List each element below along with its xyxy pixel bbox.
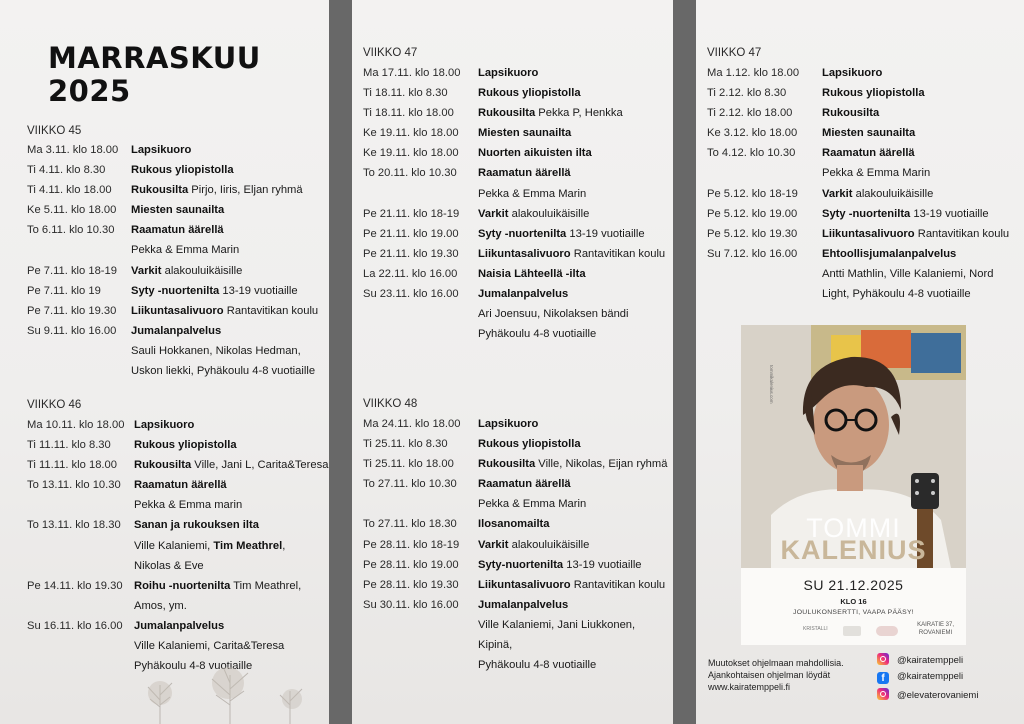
social-instagram-elevate[interactable] [877,688,978,702]
schedule-list [27,140,327,381]
event-title: Lapsikuoro [478,418,539,430]
schedule-row [363,615,673,635]
schedule-row [27,240,327,260]
event-datetime: Pe 28.11. klo 18-19 [363,538,460,551]
event-title: Rukousilta [478,458,536,471]
event-details: Antti Mathlin, Ville Kalaniemi, Nord [822,267,994,280]
schedule-row [27,321,327,341]
event-description [134,455,328,475]
event-details: alakouluikäisille [161,264,243,277]
event-datetime: Pe 7.11. klo 19.30 [27,304,117,317]
event-title: Miesten saunailta [131,204,225,217]
event-title: Jumalanpalvelus [134,619,225,632]
event-title: Rukous yliopistolla [131,164,234,177]
event-details: Rantavitikan koulu [570,247,666,260]
event-datetime: Su 7.12. klo 16.00 [707,247,798,260]
footer-website-link[interactable]: www.kairatemppeli.fi [708,682,791,692]
event-description [822,224,1009,244]
footer-notice [708,657,844,693]
event-datetime: Pe 21.11. klo 19.00 [363,227,459,240]
event-details: Pekka & Emma Marin [478,187,587,200]
event-details: Pyhäkoulu 4-8 vuotiaille [478,328,597,341]
event-title: Syty -nuortenilta [478,227,567,240]
schedule-row [707,264,1022,284]
event-description [822,184,933,204]
event-details: alakouluikäisille [852,187,934,200]
event-title: Nuorten aikuisten ilta [478,147,592,160]
poster-info: JOULUKONSERTTI, VAAPA PÄÄSY! [793,609,914,616]
event-datetime: Ma 1.12. klo 18.00 [707,67,800,79]
event-details: alakouluikäisille [508,538,590,551]
event-description [134,435,237,455]
event-description [478,514,550,534]
event-title: Rukousilta [478,107,536,120]
week-heading: VIIKKO 47 [363,47,418,59]
event-title: Rukous yliopistolla [822,87,925,100]
event-description [131,261,242,281]
week-heading: VIIKKO 45 [27,125,82,137]
schedule-row [27,495,327,515]
poster-artist-first-name: TOMMI [806,513,901,543]
event-description [478,575,665,595]
event-description [131,220,224,240]
event-title: Rukous yliopistolla [478,438,581,451]
event-datetime: Su 16.11. klo 16.00 [27,619,123,632]
schedule-row [27,415,327,435]
event-datetime: Pe 21.11. klo 19.30 [363,247,459,260]
event-description [131,301,318,321]
schedule-row [363,414,673,434]
schedule-row [363,204,673,224]
title-month: MARRASKUU [48,41,261,75]
event-description [478,324,596,344]
event-details: Pekka & Emma marin [134,499,243,512]
event-title: Syty -nuortenilta [131,284,220,297]
event-title: Liikuntasalivuoro [131,304,224,317]
event-title: Liikuntasalivuoro [822,227,915,240]
event-datetime: Ti 4.11. klo 8.30 [27,164,106,177]
event-description [822,123,915,143]
event-details: 13-19 vuotiaille [219,284,298,297]
event-description [822,63,882,83]
schedule-list [363,414,673,675]
event-description [131,321,221,341]
event-description [131,341,301,361]
event-title: Lapsikuoro [822,67,883,79]
event-title: Liikuntasalivuoro [478,247,571,260]
event-details: Rantavitikan koulu [223,304,319,317]
poster-address-line: KAIRATIE 37, [917,622,954,628]
schedule-row [363,83,673,103]
event-title: Jumalanpalvelus [131,324,222,337]
instagram-icon [877,653,889,665]
event-description [131,140,191,160]
event-title: Sanan ja rukouksen ilta [134,519,259,532]
event-datetime: Ti 2.12. klo 18.00 [707,107,793,120]
schedule-row [27,200,327,220]
schedule-row [363,244,673,264]
page-title [48,42,261,108]
schedule-row [363,474,673,494]
event-title: Rukousilta [134,459,192,472]
schedule-row [363,103,673,123]
schedule-row [27,536,327,556]
event-description [478,123,571,143]
event-description [134,616,224,636]
event-title: Raamatun äärellä [131,224,224,237]
event-description [822,284,971,304]
event-datetime: To 6.11. klo 10.30 [27,224,115,237]
event-description [134,515,259,535]
event-details: Uskon liekki, Pyhäkoulu 4-8 vuotiaille [131,365,316,378]
event-details: 13-19 vuotiaille [566,227,645,240]
schedule-row [363,264,673,284]
event-datetime: Pe 5.12. klo 18-19 [707,187,798,200]
social-instagram-kairatemppeli[interactable] [877,653,963,667]
week-heading: VIIKKO 48 [363,398,418,410]
event-datetime: Pe 5.12. klo 19.00 [707,207,798,220]
event-title: Raamatun äärellä [134,479,227,492]
event-details: 13-19 vuotiaille [563,558,642,571]
event-datetime: Pe 28.11. klo 19.00 [363,558,459,571]
event-datetime: Su 30.11. klo 16.00 [363,598,459,611]
event-title: Varkit [478,207,509,220]
event-description [134,596,187,616]
event-description [134,415,194,435]
event-title: Naisia Lähteellä -ilta [478,267,586,280]
event-description [134,636,284,656]
event-title: Roihu -nuortenilta [134,579,231,592]
event-description [131,281,298,301]
event-description [822,244,956,264]
event-title: Rukousilta [822,107,880,120]
event-datetime: Pe 7.11. klo 18-19 [27,264,117,277]
event-title: Liikuntasalivuoro [478,578,571,591]
schedule-row [363,535,673,555]
event-description [822,204,989,224]
schedule-row [27,435,327,455]
social-handle: @kairatemppeli [897,671,964,682]
event-title: Raamatun äärellä [478,478,571,491]
event-datetime: Ma 10.11. klo 18.00 [27,419,125,431]
schedule-row [363,555,673,575]
event-title: Lapsikuoro [478,67,539,79]
schedule-row [27,220,327,240]
event-datetime: Ti 11.11. klo 8.30 [27,439,111,452]
event-description [478,224,645,244]
event-description [478,63,538,83]
event-description [478,204,589,224]
event-description [822,264,993,284]
schedule-row [27,301,327,321]
schedule-row [363,224,673,244]
event-datetime: Ti 25.11. klo 18.00 [363,458,454,471]
event-datetime: La 22.11. klo 16.00 [363,267,458,280]
poster-address-line: ROVANIEMI [918,629,953,636]
event-details: Light, Pyhäkoulu 4-8 vuotiaille [822,288,971,301]
schedule-row [27,596,327,616]
event-title: Rukous yliopistolla [478,87,581,100]
week-heading: VIIKKO 46 [27,399,82,411]
schedule-row [707,204,1022,224]
event-description [134,495,242,515]
event-title: Varkit [822,187,853,200]
event-description [478,244,665,264]
schedule-row [363,635,673,655]
schedule-row [363,184,673,204]
event-datetime: Ke 5.11. klo 18.00 [27,204,117,217]
event-description [478,494,586,514]
schedule-row [363,284,673,304]
schedule-list [363,63,673,344]
event-title: Jumalanpalvelus [478,598,569,611]
event-datetime: Ti 18.11. klo 8.30 [363,87,448,100]
title-year: 2025 [48,74,131,108]
schedule-row [363,304,673,324]
poster-artist-last-name: KALENIUS [780,535,927,565]
schedule-row [27,281,327,301]
schedule-row [707,224,1022,244]
event-title: Raamatun äärellä [478,167,571,180]
poster-address [917,622,954,637]
sponsor-logo [843,626,861,636]
event-description [478,434,581,454]
schedule-row [707,143,1022,163]
event-details: Rantavitikan koulu [914,227,1010,240]
event-datetime: To 27.11. klo 18.30 [363,518,457,531]
event-description [478,655,596,675]
schedule-row [707,103,1022,123]
event-description [478,555,642,575]
schedule-list [707,63,1022,304]
schedule-row [707,184,1022,204]
event-description [478,264,586,284]
event-datetime: Pe 28.11. klo 19.30 [363,578,459,591]
social-handle: @kairatemppeli [897,655,964,666]
event-title: Rukous yliopistolla [134,439,237,452]
schedule-row [27,475,327,495]
event-description [478,184,586,204]
schedule-row [707,63,1022,83]
event-details: Ville Kalaniemi, Carita&Teresa [134,640,285,653]
poster-date: SU 21.12.2025 [803,577,904,593]
social-facebook-kairatemppeli[interactable] [877,670,963,684]
event-description [822,103,879,123]
event-description [131,240,239,260]
trees-illustration [120,655,329,724]
event-details: Ville, Nikolas, Eijan ryhmä [535,458,668,471]
schedule-row [363,575,673,595]
event-description [131,180,303,200]
event-description [478,615,635,635]
event-datetime: To 13.11. klo 10.30 [27,479,121,492]
event-description [134,556,204,576]
event-datetime: Ti 2.12. klo 8.30 [707,87,787,100]
event-title: Miesten saunailta [478,127,572,140]
event-details: Amos, ym. [134,599,187,612]
schedule-row [363,163,673,183]
event-description [478,304,629,324]
event-details: Pekka & Emma Marin [131,244,240,257]
schedule-row [363,434,673,454]
event-title: Miesten saunailta [822,127,916,140]
event-details: alakouluikäisille [508,207,590,220]
event-description [478,83,581,103]
event-details: Pekka & Emma Marin [478,498,587,511]
event-details: Pekka & Emma Marin [822,167,931,180]
event-description [478,635,512,655]
event-description [478,163,571,183]
event-description [478,595,568,615]
event-details: Pyhäkoulu 4-8 vuotiaille [134,660,253,673]
event-description [478,454,667,474]
event-description [478,535,589,555]
event-description [131,361,315,381]
event-datetime: Ti 25.11. klo 8.30 [363,438,448,451]
event-datetime: Su 23.11. klo 16.00 [363,288,459,301]
sponsor-logo: KRISTALLI [803,626,828,632]
event-description [822,83,925,103]
event-datetime: To 20.11. klo 10.30 [363,167,457,180]
event-details: Ville Kalaniemi, Jani Liukkonen, [478,618,636,631]
event-datetime: To 13.11. klo 18.30 [27,519,121,532]
schedule-row [27,576,327,596]
event-description [131,160,234,180]
event-datetime: Ke 19.11. klo 18.00 [363,147,459,160]
event-description [822,163,930,183]
event-datetime: Ma 3.11. klo 18.00 [27,144,119,156]
poster-website: tommikalenius.com [769,365,774,404]
event-datetime: Pe 21.11. klo 18-19 [363,207,460,220]
schedule-row [27,341,327,361]
schedule-row [27,556,327,576]
event-datetime: Ti 4.11. klo 18.00 [27,184,112,197]
schedule-row [363,494,673,514]
schedule-row [27,361,327,381]
event-title: Ehtoollisjumalanpalvelus [822,247,957,260]
event-title: Syty -nuortenilta [822,207,911,220]
event-description [134,475,227,495]
event-title: Raamatun äärellä [822,147,915,160]
event-datetime: Pe 14.11. klo 19.30 [27,579,123,592]
schedule-row [363,454,673,474]
schedule-row [27,616,327,636]
event-datetime: Ke 3.12. klo 18.00 [707,127,798,140]
event-details: Ville Kalaniemi, [134,539,214,552]
sponsor-logo [876,626,898,636]
event-details: Tim Meathrel, [230,579,302,592]
schedule-row [27,140,327,160]
event-datetime: To 4.12. klo 10.30 [707,147,796,160]
schedule-row [27,160,327,180]
schedule-row [27,261,327,281]
social-handle: @elevaterovaniemi [897,690,979,701]
event-description [134,576,301,596]
event-datetime: Ma 17.11. klo 18.00 [363,67,461,79]
poster-time: KLO 16 [840,597,867,606]
event-details: Rantavitikan koulu [570,578,666,591]
schedule-row [707,123,1022,143]
event-datetime: Ti 11.11. klo 18.00 [27,459,117,472]
event-title: Lapsikuoro [131,144,192,156]
event-description [478,143,592,163]
schedule-panel-left [0,0,329,724]
instagram-icon [877,688,889,700]
event-description [822,143,915,163]
event-details: Sauli Hokkanen, Nikolas Hedman, [131,344,301,357]
schedule-row [363,63,673,83]
event-description [131,200,224,220]
event-highlight: Tim Meathrel [213,539,283,552]
event-details: 13-19 vuotiaille [910,207,989,220]
concert-poster [741,325,966,645]
event-details: , [282,539,286,552]
event-title: Varkit [131,264,162,277]
event-datetime: Ke 19.11. klo 18.00 [363,127,459,140]
footer-line: Muutokset ohjelmaan mahdollisia. [708,658,844,668]
event-details: Ari Joensuu, Nikolaksen bändi [478,308,629,321]
schedule-row [707,163,1022,183]
schedule-panel-middle [352,0,673,724]
schedule-row [27,455,327,475]
event-datetime: Ti 18.11. klo 18.00 [363,107,454,120]
event-description [478,414,538,434]
schedule-row [707,284,1022,304]
event-description [478,103,623,123]
schedule-row [363,514,673,534]
schedule-row [363,595,673,615]
schedule-row [363,123,673,143]
event-details: Nikolas & Eve [134,559,204,572]
event-title: Varkit [478,538,509,551]
event-title: Jumalanpalvelus [478,288,569,301]
schedule-row [363,324,673,344]
schedule-row [707,244,1022,264]
schedule-row [363,143,673,163]
schedule-list [27,415,327,676]
event-description [478,474,571,494]
event-details: Pirjo, Iiris, Eljan ryhmä [188,184,303,197]
schedule-row [707,83,1022,103]
event-details: Pyhäkoulu 4-8 vuotiaille [478,659,597,672]
event-datetime: Ma 24.11. klo 18.00 [363,418,461,430]
event-details: Kipinä, [478,639,513,652]
event-title: Rukousilta [131,184,189,197]
event-details: Ville, Jani L, Carita&Teresa [191,459,329,472]
event-datetime: Pe 7.11. klo 19 [27,284,101,297]
schedule-row [363,655,673,675]
event-details: Pekka P, Henkka [535,107,623,120]
event-title: Ilosanomailta [478,518,550,531]
schedule-row [27,180,327,200]
week-heading: VIIKKO 47 [707,47,762,59]
event-description [478,284,568,304]
event-title: Lapsikuoro [134,419,195,431]
event-datetime: To 27.11. klo 10.30 [363,478,457,491]
event-datetime: Pe 5.12. klo 19.30 [707,227,798,240]
schedule-row [27,636,327,656]
facebook-icon: f [877,672,889,684]
footer-line: Ajankohtaisen ohjelman löydät [708,670,831,680]
schedule-row [27,515,327,535]
event-description [134,536,285,556]
event-title: Syty-nuortenilta [478,558,564,571]
event-datetime: Su 9.11. klo 16.00 [27,324,117,337]
